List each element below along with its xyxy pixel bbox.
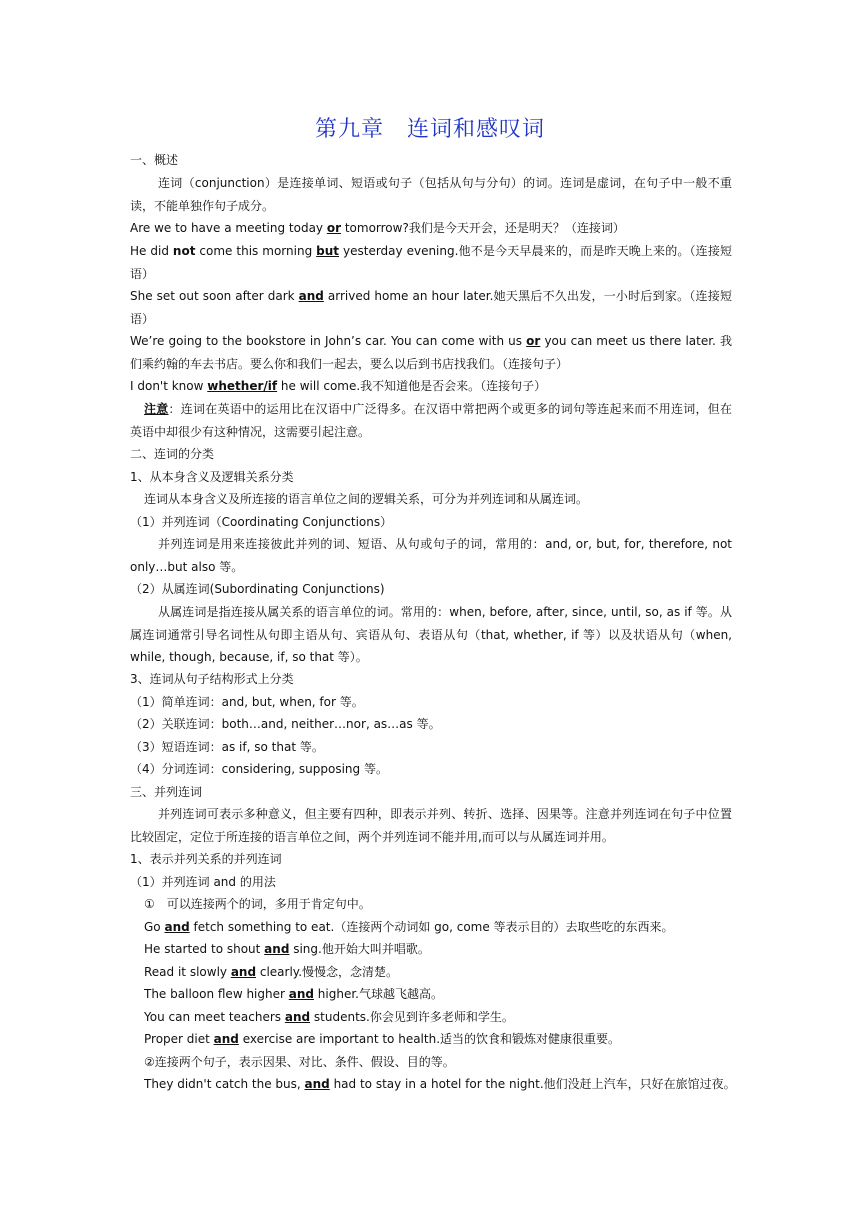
keyword-whether-if: whether/if [207, 379, 278, 393]
keyword-but: but [316, 244, 340, 258]
paragraph: 从属连词是指连接从属关系的语言单位的词。常用的：when, before, after, since, until, so, as if 等。从属连词通常引导名词性从句即主语从句、宾语从句、表语从句（that, whether, if 等）以及状语从句（when, while, though, because, if, so that 等）。 [130, 605, 732, 664]
list-item: （3）短语连词：as if, so that 等。 [130, 740, 324, 754]
example-sentence: He started to shout and sing.他开始大叫并唱歌。 [144, 942, 430, 956]
list-item: （2）关联连词：both…and, neither…nor, as…as 等。 [130, 717, 441, 731]
subheading: 3、连词从句子结构形式上分类 [130, 672, 294, 686]
example-sentence: The balloon flew higher and higher.气球越飞越高。 [144, 987, 443, 1001]
note-label: 注意 [144, 402, 169, 416]
keyword-and: and [230, 965, 257, 979]
keyword-and: and [284, 1010, 311, 1024]
example-sentence: We’re going to the bookstore in John’s car. You can come with us or you can meet us there later. 我们乘约翰的车去书店。要么你和我们一起去，要么以后到书店找我们。（连接句子） [130, 334, 732, 371]
overview-paragraph: 连词（conjunction）是连接单词、短语或句子（包括从句与分句）的词。连词是虚词，在句子中一般不重读，不能单独作句子成分。 [130, 176, 732, 213]
keyword-and: and [304, 1077, 330, 1091]
example-sentence: Go and fetch something to eat.（连接两个动词如 go, come 等表示目的）去取些吃的东西来。 [144, 920, 674, 934]
keyword-and: and [264, 942, 290, 956]
paragraph: 并列连词可表示多种意义，但主要有四种，即表示并列、转折、选择、因果等。注意并列连词在句子中位置比较固定，定位于所连接的语言单位之间，两个并列连词不能并用,而可以与从属连词并用。 [130, 807, 732, 844]
example-sentence: Are we to have a meeting today or tomorrow?我们是今天开会，还是明天？（连接词） [130, 221, 625, 235]
keyword-and: and [298, 289, 324, 303]
subheading: 1、从本身含义及逻辑关系分类 [130, 470, 294, 484]
list-item: （4）分词连词：considering, supposing 等。 [130, 762, 388, 776]
note-paragraph: 注意：连词在英语中的运用比在汉语中广泛得多。在汉语中常把两个或更多的词句等连起来而不用连词，但在英语中却很少有这种情况，这需要引起注意。 [130, 402, 732, 439]
usage-point: ① 可以连接两个的词，多用于肯定句中。 [144, 897, 371, 911]
chapter-title: 第九章 连词和感叹词 [314, 117, 545, 142]
subheading: 1、表示并列关系的并列连词 [130, 852, 282, 866]
usage-point: ②连接两个句子，表示因果、对比、条件、假设、目的等。 [144, 1055, 455, 1069]
keyword-and: and [213, 1032, 239, 1046]
example-sentence: You can meet teachers and students.你会见到许多老师和学生。 [144, 1010, 514, 1024]
keyword-or: or [526, 334, 541, 348]
example-sentence: I don't know whether/if he will come.我不知道他是否会来。（连接句子） [130, 379, 547, 393]
example-sentence: Proper diet and exercise are important to health.适当的饮食和锻炼对健康很重要。 [144, 1032, 621, 1046]
keyword-not: not [172, 244, 196, 258]
paragraph: 连词从本身含义及所连接的语言单位之间的逻辑关系，可分为并列连词和从属连词。 [144, 492, 589, 506]
section-heading-coordinating: 三、并列连词 [130, 785, 203, 799]
section-heading-overview: 一、概述 [130, 153, 179, 167]
paragraph: 并列连词是用来连接彼此并列的词、短语、从句或句子的词，常用的：and, or, but, for, therefore, not only…but also 等。 [130, 537, 732, 574]
example-sentence: She set out soon after dark and arrived home an hour later.她天黑后不久出发，一小时后到家。（连接短语） [130, 289, 732, 326]
example-sentence: They didn't catch the bus, and had to stay in a hotel for the night.他们没赶上汽车，只好在旅馆过夜。 [144, 1077, 736, 1091]
keyword-and: and [288, 987, 314, 1001]
list-item: （1）简单连词：and, but, when, for 等。 [130, 695, 364, 709]
keyword-and: and [164, 920, 190, 934]
example-sentence: He did not come this morning but yesterday evening.他不是今天早晨来的，而是昨天晚上来的。（连接短语） [130, 244, 732, 281]
example-sentence: Read it slowly and clearly.慢慢念，念清楚。 [144, 965, 399, 979]
keyword-or: or [326, 221, 342, 235]
section-heading-classification: 二、连词的分类 [130, 447, 215, 461]
subheading: （2）从属连词(Subordinating Conjunctions) [130, 582, 385, 596]
subheading: （1）并列连词 and 的用法 [130, 875, 276, 889]
subheading: （1）并列连词（Coordinating Conjunctions） [130, 515, 393, 529]
